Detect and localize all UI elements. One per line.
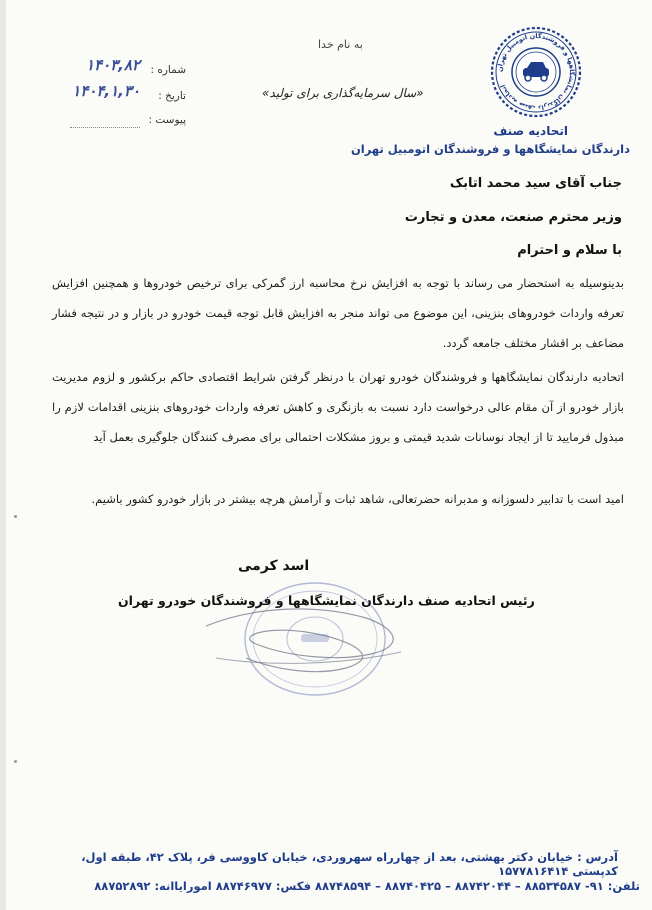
recipient-title: وزیر محترم صنعت، معدن و تجارت <box>404 210 622 225</box>
attachment-label: پیوست : <box>148 114 186 126</box>
besmellah: به نام خدا <box>318 38 363 51</box>
date-value: ۱۴۰۴,۱,۳۰ <box>72 82 140 100</box>
signatory-name: اسد کرمی <box>238 558 310 574</box>
attachment-line <box>70 127 140 128</box>
greeting: با سلام و احترام <box>517 243 622 258</box>
paragraph-3: امید است با تدابیر دلسوزانه و مدبرانه حضرتعالی، شاهد ثبات و آرامش هرچه بیشتر در بازار خودرو کشور باشیم. <box>91 492 624 506</box>
footer-address: آدرس : خیابان دکتر بهشتی، بعد از چهارراه سهروردی، خیابان کاووسی فر، پلاک ۴۲، طبقه اول، کدپستی ۱۵۷۷۸۱۶۴۱۴ <box>81 850 618 878</box>
union-label: اتحادیه صنف <box>493 124 568 138</box>
svg-text:اتحادیه صنف دارندگان نمایشگاهه: اتحادیه صنف دارندگان نمایشگاهها و فروشندگان اتومبیل تهران <box>495 31 577 113</box>
paragraph-1: بدینوسیله به استحضار می رساند با توجه به افزایش نرخ محاسبه ارز گمرکی برای ترخیص خودروها و همچنین افزایش تعرفه واردات خودروهای بنزینی، این موضوع می تواند منجر به افزایش قابل توجه قیمت خودرو در بازار و در نتیجه فشار مضاعف بر اقشار مختلف جامعه گردد. <box>52 276 624 350</box>
number-value: ۱۴۰۳,۸۲ <box>85 56 140 74</box>
page-edge-shadow <box>0 0 6 910</box>
year-slogan: «سال سرمایه‌گذاری برای تولید» <box>262 86 424 100</box>
signatory-title: رئیس اتحادیه صنف دارندگان نمایشگاهها و فروشندگان خودرو تهران <box>118 593 535 608</box>
union-logo <box>490 26 582 118</box>
margin-mark <box>14 515 17 518</box>
union-full-name: دارندگان نمایشگاهها و فروشندگان اتومبیل تهران <box>350 142 630 156</box>
date-label: تاریخ : <box>158 90 186 102</box>
handwritten-signature <box>196 596 416 680</box>
number-label: شماره : <box>150 64 186 76</box>
margin-mark <box>14 760 17 763</box>
recipient-line: جناب آقای سید محمد اتابک <box>449 176 622 191</box>
footer-phones: تلفن: ۹۱- ۸۸۵۳۴۵۸۷ – ۸۸۷۴۲۰۴۴ – ۸۸۷۴۰۴۲۵ – ۸۸۷۴۸۵۹۴ فکس: ۸۸۷۴۶۹۷۷ امورایاانه: ۸۸۷۵۲۸۹۲ <box>94 879 640 893</box>
paragraph-2: اتحادیه دارندگان نمایشگاهها و فروشندگان خودرو تهران با درنظر گرفتن شرایط اقتصادی حاکم برکشور و لزوم مدیریت بازار خودرو از آن مقام عالی درخواست دارد نسبت به بازنگری و کاهش تعرفه واردات خودروهای بنزینی اقدامات لازم را مبذول فرمایید تا از ایجاد نوسانات شدید قیمتی و بروز مشکلات احتمالی برای مصرف کنندگان جلوگیری بعمل آید <box>52 370 624 444</box>
